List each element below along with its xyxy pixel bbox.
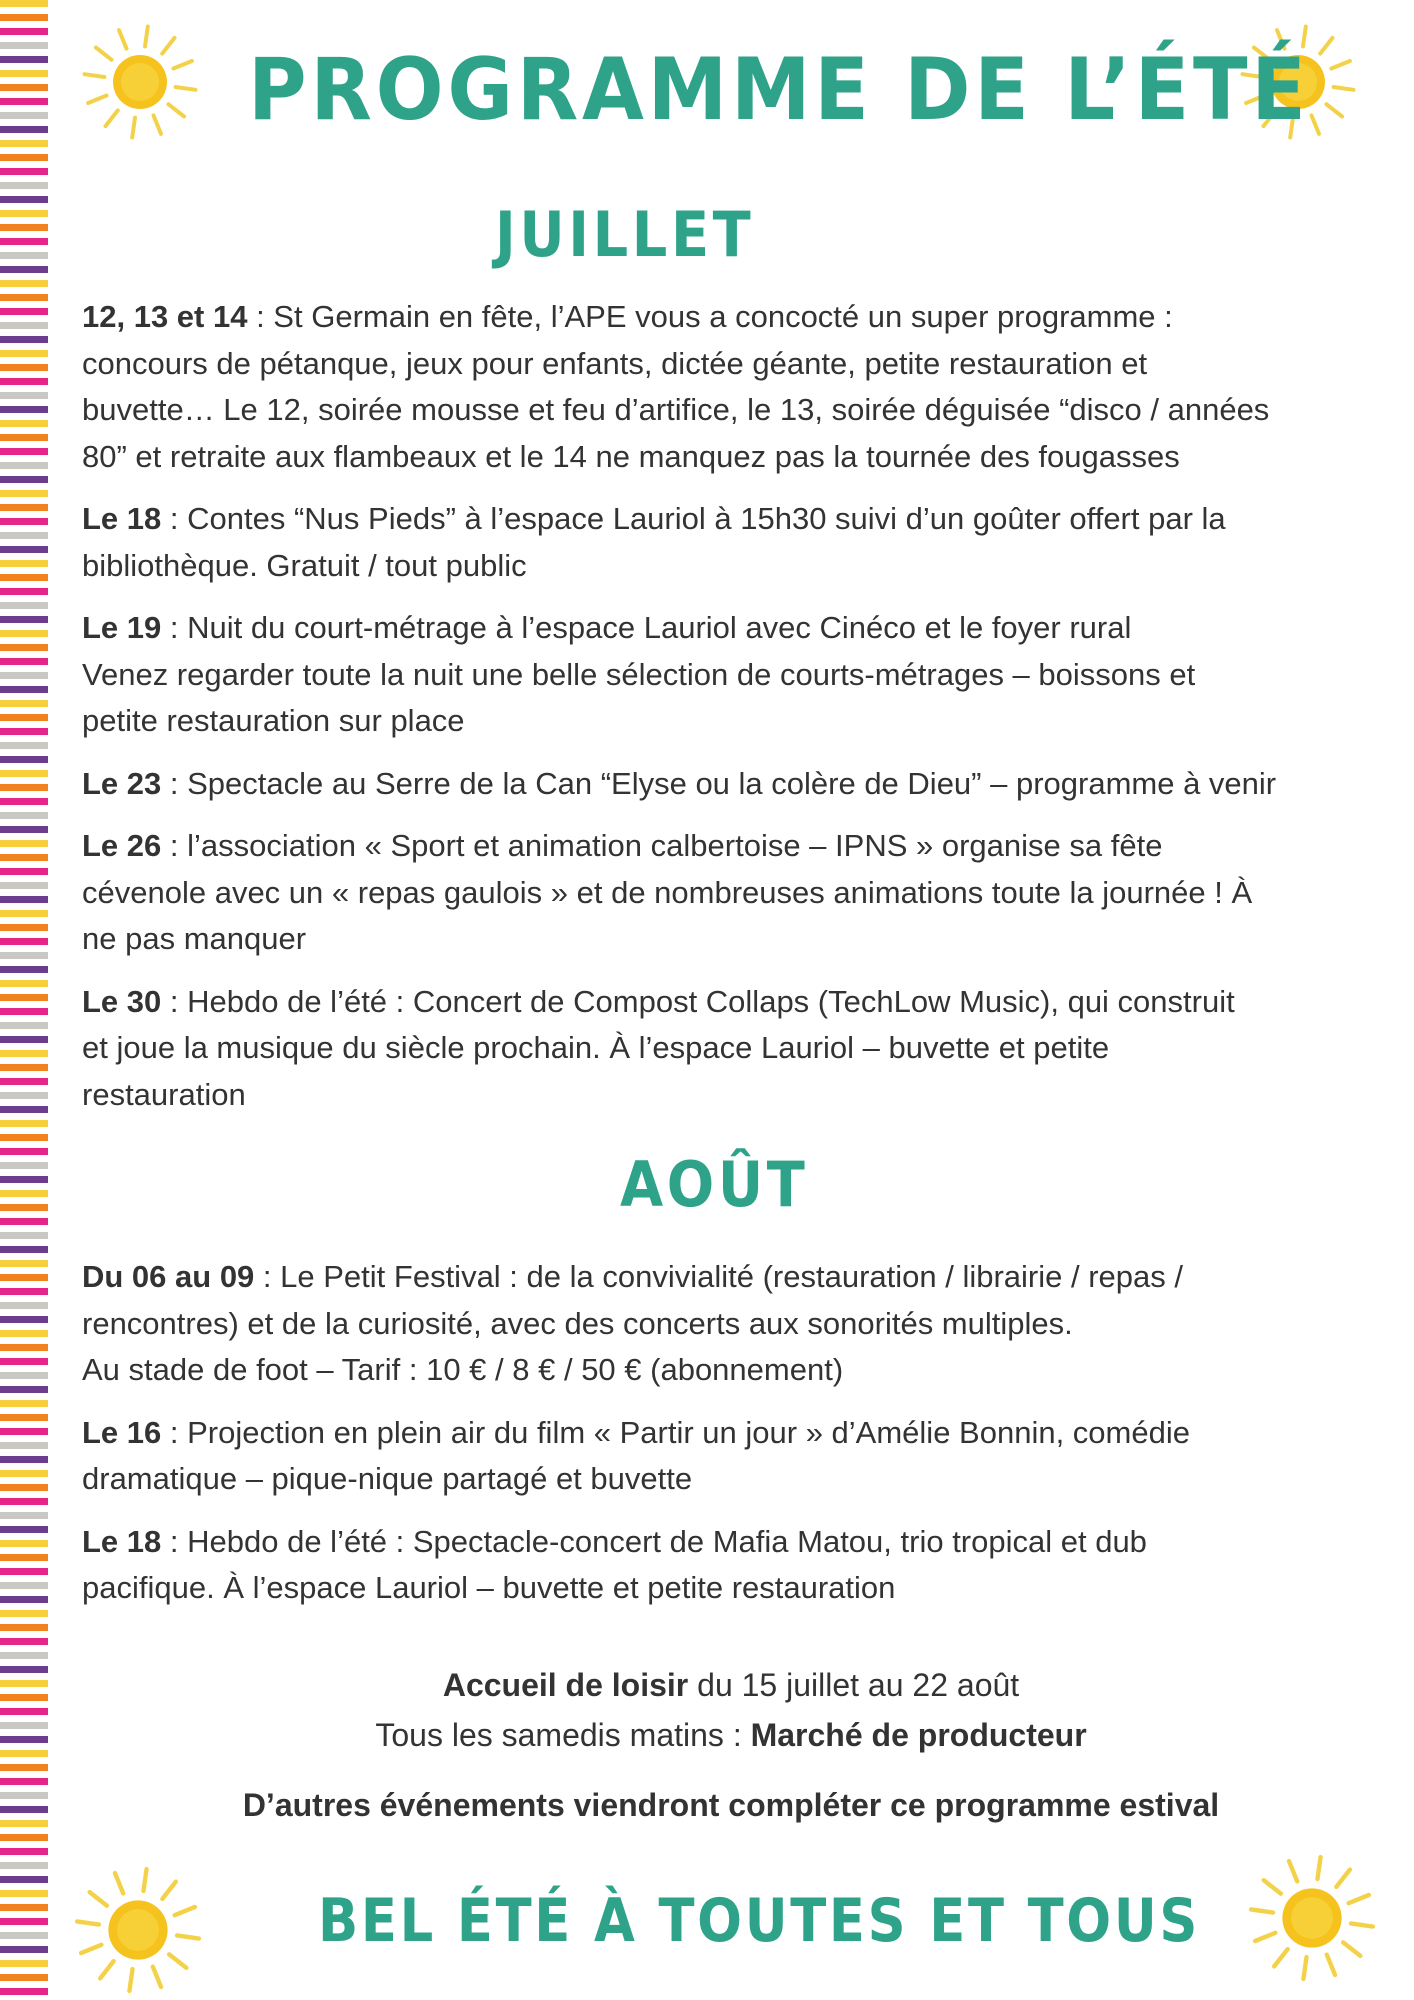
month-heading-july: JUILLET: [495, 198, 755, 271]
event-description: : St Germain en fête, l’APE vous a concocté un super programme : concours de pétanque, jeux pour enfants, dictée géante, petite restauration et buvette… Le 12, soirée mousse et feu d’artifice, le 13, soirée déguisée “disco / années 80” et retraite aux flambeaux et le 14 ne manquez pas la tournée des fougasses: [82, 299, 1270, 474]
event-description: : l’association « Sport et animation calbertoise – IPNS » organise sa fête cévenole avec un « repas gaulois » et de nombreuses animations toute la journée ! À ne pas manquer: [82, 828, 1253, 956]
event-date: Le 23: [82, 765, 162, 801]
events-content: [82, 294, 1392, 1628]
sun-icon: [70, 1862, 206, 1998]
event-item: [82, 823, 1392, 963]
sun-icon: [78, 20, 202, 144]
event-description: : Le Petit Festival : de la convivialité (restauration / librairie / repas / rencontres) et de la curiosité, avec des concerts aux sonorités multiples. Au stade de foot – Tarif : 10 € / 8 € / 50 € (abonnement): [82, 1259, 1183, 1387]
event-description: : Projection en plein air du film « Partir un jour » d’Amélie Bonnin, comédie dramatique – pique-nique partagé et buvette: [82, 1414, 1190, 1496]
event-date: Le 16: [82, 1414, 162, 1450]
event-item: [82, 1254, 1392, 1394]
event-date: Le 30: [82, 983, 162, 1019]
august-event-list: [82, 1254, 1392, 1612]
footer-leisure-label: Accueil de loisir: [442, 1667, 689, 1703]
month-heading-august: AOÛT: [620, 1148, 809, 1221]
event-item: [82, 1410, 1392, 1503]
event-item: [82, 1519, 1392, 1612]
event-description: : Contes “Nus Pieds” à l’espace Lauriol à 15h30 suivi d’un goûter offert par la bibliothèque. Gratuit / tout public: [82, 501, 1226, 583]
sun-icon: [1244, 1850, 1380, 1986]
event-item: [82, 496, 1392, 589]
event-date: Du 06 au 09: [82, 1259, 255, 1294]
july-event-list: [82, 294, 1392, 1118]
event-date: Le 18: [82, 1523, 162, 1559]
event-item: [82, 979, 1392, 1119]
event-item: [82, 294, 1392, 480]
footer-market-label: Marché de producteur: [750, 1717, 1087, 1753]
footer-more-events: D’autres événements viendront compléter ce programme estival: [242, 1787, 1220, 1823]
event-date: Le 19: [82, 610, 162, 645]
event-date: Le 26: [82, 828, 162, 863]
event-description: : Nuit du court-métrage à l’espace Lauriol avec Cinéco et le foyer rural Venez regarder toute la nuit une belle sélection de courts-métrages – boissons et petite restauration sur place: [82, 610, 1196, 738]
event-description: : Hebdo de l’été : Spectacle-concert de Mafia Matou, trio tropical et dub pacifique. À l’espace Lauriol – buvette et petite restauration: [82, 1523, 1147, 1605]
event-date: 12, 13 et 14: [82, 299, 248, 334]
footer-market-line: [48, 1710, 1414, 1760]
event-date: Le 18: [82, 501, 162, 536]
footer-leisure-dates: du 15 juillet au 22 août: [688, 1667, 1020, 1703]
event-item: [82, 761, 1392, 808]
closing-message: BEL ÉTÉ À TOUTES ET TOUS: [318, 1886, 1201, 1956]
decorative-stripe-border: [0, 0, 48, 2000]
event-description: : Spectacle au Serre de la Can “Elyse ou la colère de Dieu” – programme à venir: [161, 765, 1277, 801]
event-item: [82, 605, 1392, 745]
event-description: : Hebdo de l’été : Concert de Compost Collaps (TechLow Music), qui construit et joue la musique du siècle prochain. À l’espace Lauriol – buvette et petite restauration: [82, 983, 1235, 1112]
page-title: PROGRAMME DE L’ÉTÉ: [248, 40, 1310, 140]
footer-leisure-line: [48, 1660, 1414, 1710]
footer-market-intro: Tous les samedis matins :: [375, 1717, 751, 1753]
